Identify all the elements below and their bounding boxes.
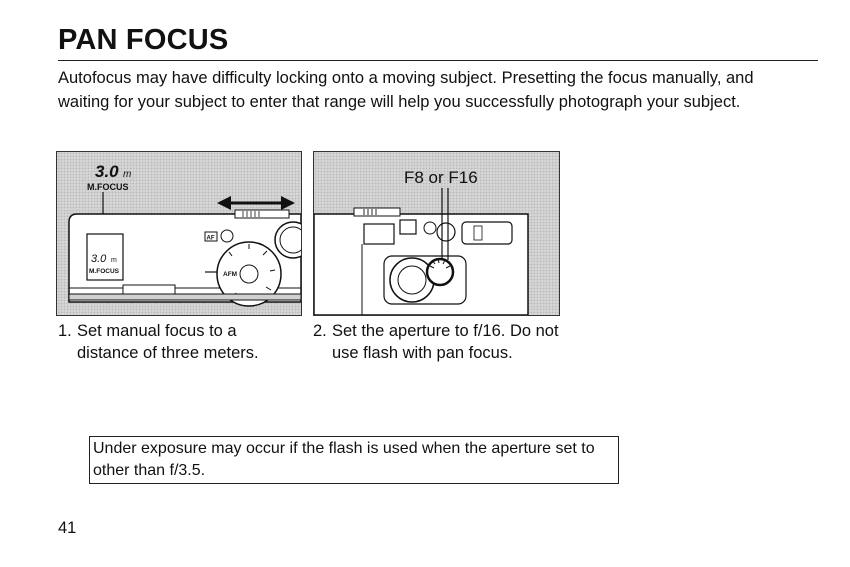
af-label: AF bbox=[206, 235, 215, 242]
camera-front-illustration bbox=[314, 152, 559, 315]
aperture-label: F8 or F16 bbox=[404, 168, 478, 187]
dial-label: AFM bbox=[223, 271, 238, 278]
caption-number: 1. bbox=[58, 322, 72, 340]
warning-note: Under exposure may occur if the flash is used when the aperture set to other than f/3.5. bbox=[89, 436, 619, 484]
lcd-mode: M.FOCUS bbox=[89, 268, 119, 275]
lcd-unit: m bbox=[111, 257, 117, 264]
display-unit: m bbox=[123, 169, 132, 180]
caption-text: Set manual focus to a distance of three meters. bbox=[77, 322, 259, 362]
figure-aperture bbox=[313, 151, 560, 316]
display-distance: 3.0 bbox=[95, 162, 119, 181]
caption-number: 2. bbox=[313, 322, 327, 340]
page-title: PAN FOCUS bbox=[58, 24, 229, 56]
caption-text: Set the aperture to f/16. Do not use flash with pan focus. bbox=[332, 322, 559, 362]
display-mode: M.FOCUS bbox=[87, 182, 129, 192]
intro-paragraph: Autofocus may have difficulty locking onto a moving subject. Presetting the focus manually, and waiting for your subject to enter that range will help you successfully photograph your subject. bbox=[58, 69, 754, 111]
lcd-distance: 3.0 bbox=[91, 253, 107, 265]
camera-top-illustration bbox=[57, 152, 301, 315]
figure-manual-focus bbox=[56, 151, 302, 316]
caption-step-1 bbox=[58, 320, 298, 364]
caption-step-2 bbox=[313, 320, 573, 364]
page-number: 41 bbox=[58, 519, 77, 537]
title-rule bbox=[58, 60, 818, 61]
